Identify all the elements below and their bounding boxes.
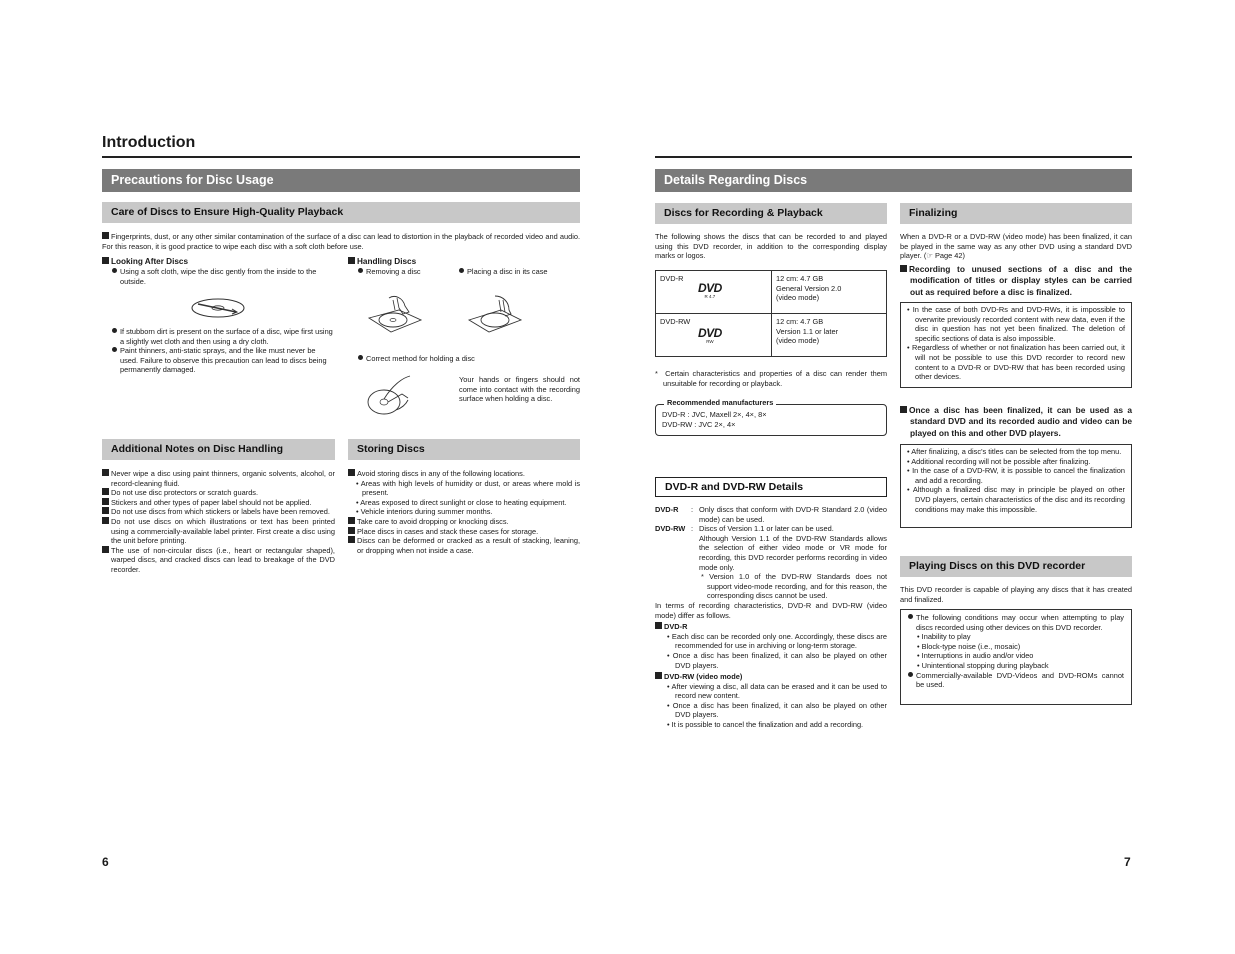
- dvd-details-block: [655, 505, 887, 730]
- dvdrw-spec-row: DVD-RW : Discs of Version 1.1 or later can be used. Although Version 1.1 of the DVD-RW Standards allows the selection of either video mode or VR mode for recording, this DVD recorder performs recording in video mode only. * Version 1.0 of the DVD-RW Standards does not support video-mode recording, and for this reason, the corresponding discs cannot be used.: [655, 524, 887, 601]
- dvd-r-logo-icon: DVD R 4.7: [698, 281, 722, 299]
- list-item: Take care to avoid dropping or knocking discs.: [348, 517, 580, 527]
- disc-wiping-illustration-icon: [188, 295, 248, 321]
- storing-list: [348, 469, 580, 555]
- table-row: [656, 314, 887, 357]
- square-bullet-icon: [655, 622, 662, 629]
- square-bullet-icon: [900, 265, 907, 272]
- list-item: • Interruptions in audio and/or video: [917, 651, 1034, 661]
- manufacturers-title: Recommended manufacturers: [664, 398, 776, 408]
- subsection-header-recording: Discs for Recording & Playback: [655, 203, 887, 224]
- section-header-precautions: Precautions for Disc Usage: [102, 169, 580, 192]
- square-bullet-icon: [348, 527, 355, 534]
- list-item: • Inability to play: [917, 632, 971, 642]
- list-item: • Once a disc has been finalized, it can also be played on other DVD players.: [667, 650, 887, 670]
- square-bullet-icon: [348, 517, 355, 524]
- list-item: • Each disc can be recorded only one. Accordingly, these discs are recommended for use in archiving or long-term storage.: [667, 631, 887, 651]
- finalizing-note-2: Once a disc has been finalized, it can be used as a standard DVD and its recorded audio and video can be played on this and other DVD players.: [900, 405, 1132, 439]
- removing-disc-illustration-icon: [365, 292, 425, 336]
- list-item: • Once a disc has been finalized, it can also be played on other DVD players.: [667, 700, 887, 720]
- looking-after-list: [112, 327, 334, 375]
- round-bullet-icon: [908, 672, 913, 677]
- list-item: The use of non-circular discs (i.e., heart or rectangular shaped), warped discs, and cracked discs can lead to breakage of the DVD recorder.: [102, 546, 335, 575]
- list-item: Stickers and other types of paper label should not be applied.: [102, 498, 335, 508]
- list-item: • Areas with high levels of humidity or dust, or areas where mold is present.: [356, 478, 581, 498]
- care-intro: Fingerprints, dust, or any other similar contamination of the surface of a disc can lead to distortion in the playback of recorded video and audio. For this reason, it is good practice to wipe each disc with a soft cloth before use.: [102, 232, 580, 251]
- subsection-header-finalizing: Finalizing: [900, 203, 1132, 224]
- subsection-header-dvd-details: DVD-R and DVD-RW Details: [655, 477, 887, 497]
- holding-disc-illustration-icon: [362, 372, 414, 418]
- finalizing-intro: When a DVD-R or a DVD-RW (video mode) has been finalized, it can be played in the same way as any other DVD using a standard DVD player. (☞ Page 42): [900, 232, 1132, 261]
- title-rule: [102, 156, 580, 158]
- list-item: Do not use disc protectors or scratch guards.: [102, 488, 335, 498]
- round-bullet-icon: [358, 355, 363, 360]
- round-bullet-icon: [908, 614, 913, 619]
- looking-after-heading: Looking After Discs: [102, 257, 188, 267]
- round-bullet-icon: [459, 268, 464, 273]
- handling-heading: Handling Discs: [348, 257, 416, 267]
- disc-name: DVD-R: [660, 274, 684, 283]
- square-bullet-icon: [102, 469, 109, 476]
- list-item: • Areas exposed to direct sunlight or close to heating equipment.: [356, 497, 567, 507]
- finalizing-note-1: Recording to unused sections of a disc and the modification of titles or display styles can be carried out as required before a disc is finalized.: [900, 264, 1132, 298]
- disc-spec-cell: 12 cm: 4.7 GB General Version 2.0 (video mode): [772, 271, 887, 314]
- page-number-left: 6: [102, 855, 109, 869]
- list-item: If stubborn dirt is present on the surface of a disc, wipe first using a slightly wet cloth and then using a dry cloth.: [112, 327, 334, 346]
- subsection-header-additional-notes: Additional Notes on Disc Handling: [102, 439, 335, 460]
- square-bullet-icon: [102, 517, 109, 524]
- list-item: The following conditions may occur when attempting to play discs recorded using other devices on this DVD recorder.: [908, 613, 1124, 632]
- square-bullet-icon: [348, 469, 355, 476]
- square-bullet-icon: [102, 507, 109, 514]
- list-item: Never wipe a disc using paint thinners, organic solvents, alcohol, or record-cleaning fluid.: [102, 469, 335, 488]
- recording-intro: The following shows the discs that can be recorded to and played using this DVD recorder, in addition to the corresponding display marks or logos.: [655, 232, 887, 261]
- square-bullet-icon: [348, 257, 355, 264]
- subsection-header-playing: Playing Discs on this DVD recorder: [900, 556, 1132, 577]
- disc-spec-cell: 12 cm: 4.7 GB Version 1.1 or later (video mode): [772, 314, 887, 357]
- square-bullet-icon: [102, 232, 109, 239]
- correct-method-label: Correct method for holding a disc: [358, 354, 475, 364]
- hands-note: Your hands or fingers should not come into contact with the recording surface when holding a disc.: [459, 375, 580, 404]
- square-bullet-icon: [102, 498, 109, 505]
- disc-name: DVD-RW: [660, 317, 691, 326]
- characteristics-note: * Certain characteristics and properties of a disc can render them unsuitable for recording or playback.: [655, 369, 888, 388]
- list-item: • Additional recording will not be possible after finalizing.: [907, 456, 1091, 466]
- additional-notes-list: [102, 469, 335, 575]
- list-item: Commercially-available DVD-Videos and DVD-ROMs cannot be used.: [908, 671, 1124, 690]
- differ-text: In terms of recording characteristics, DVD-R and DVD-RW (video mode) differ as follows.: [655, 600, 887, 620]
- square-bullet-icon: [900, 406, 907, 413]
- list-item: • After viewing a disc, all data can be erased and it can be used to record new content.: [667, 681, 887, 701]
- dvdr-spec-row: DVD-R : Only discs that conform with DVD-R Standard 2.0 (video mode) can be used.: [655, 505, 887, 524]
- disc-table: [655, 270, 887, 357]
- placing-disc-illustration-icon: [465, 292, 525, 336]
- subsection-header-storing: Storing Discs: [348, 439, 580, 460]
- disc-cell: [656, 314, 772, 357]
- finalizing-box-1: [900, 302, 1132, 388]
- list-item: • It is possible to cancel the finalization and add a recording.: [667, 720, 864, 730]
- table-row: [656, 271, 887, 314]
- list-item: • Regardless of whether or not finalization has been carried out, it will not be possible to use this DVD recorder to record new content to a DVD-R or DVD-RW that has been recorded using other devices.: [907, 343, 1125, 382]
- list-item: Discs can be deformed or cracked as a result of stacking, leaning, or dropping when not inside a case.: [348, 536, 580, 555]
- page-title: Introduction: [102, 134, 196, 151]
- square-bullet-icon: [348, 536, 355, 543]
- dvd-rw-logo-icon: DVD RW: [698, 326, 722, 344]
- list-item: • Vehicle interiors during summer months.: [356, 507, 493, 517]
- subsection-header-care: Care of Discs to Ensure High-Quality Playback: [102, 202, 580, 223]
- list-item: • Block-type noise (i.e., mosaic): [917, 641, 1021, 651]
- list-item: Paint thinners, anti-static sprays, and the like must never be used. Failure to observe this precaution can lead to discs being permanently damaged.: [112, 346, 334, 375]
- list-item: • In the case of a DVD-RW, it is possible to cancel the finalization and add a recording.: [907, 466, 1125, 485]
- disc-cell: [656, 271, 772, 314]
- square-bullet-icon: [102, 257, 109, 264]
- playing-intro: This DVD recorder is capable of playing any discs that it has created and finalized.: [900, 585, 1132, 604]
- dvdr-heading: DVD-R: [655, 622, 887, 632]
- list-item: • Unintentional stopping during playback: [917, 660, 1049, 670]
- playing-box: [900, 609, 1132, 705]
- section-header-details: Details Regarding Discs: [655, 169, 1132, 192]
- dvdrw-heading: DVD-RW (video mode): [655, 672, 887, 682]
- list-item: Place discs in cases and stack these cases for storage.: [348, 527, 580, 537]
- removing-label: Removing a disc: [358, 267, 421, 277]
- placing-label: Placing a disc in its case: [459, 267, 548, 277]
- list-item: • After finalizing, a disc's titles can be selected from the top menu.: [907, 447, 1122, 456]
- round-bullet-icon: [112, 347, 117, 352]
- manufacturers-box: DVD-R : JVC, Maxell 2×, 4×, 8× DVD-RW : JVC 2×, 4×: [655, 404, 887, 436]
- list-item: Do not use discs from which stickers or labels have been removed.: [102, 507, 335, 517]
- list-item: • Although a finalized disc may in principle be played on other DVD players, certain characteristics of the disc and its recording conditions may make this impossible.: [907, 485, 1125, 514]
- round-bullet-icon: [358, 268, 363, 273]
- page-number-right: 7: [1124, 855, 1131, 869]
- title-rule-right: [655, 156, 1132, 158]
- list-item: • In the case of both DVD-Rs and DVD-RWs, it is impossible to overwrite previously recorded content with new data, even if the disc in question has not yet been finalized. The deletion of specific sections of data is also impossible.: [907, 305, 1125, 343]
- round-bullet-icon: [112, 328, 117, 333]
- square-bullet-icon: [655, 672, 662, 679]
- finalizing-box-2: [900, 444, 1132, 528]
- square-bullet-icon: [102, 488, 109, 495]
- list-item: Avoid storing discs in any of the following locations.: [348, 469, 580, 479]
- round-bullet-icon: [112, 268, 117, 273]
- list-item: Do not use discs on which illustrations or text has been printed using a commercially-available label printer. First create a disc using the unit before printing.: [102, 517, 335, 546]
- looking-after-item: Using a soft cloth, wipe the disc gently from the inside to the outside.: [112, 267, 342, 286]
- square-bullet-icon: [102, 546, 109, 553]
